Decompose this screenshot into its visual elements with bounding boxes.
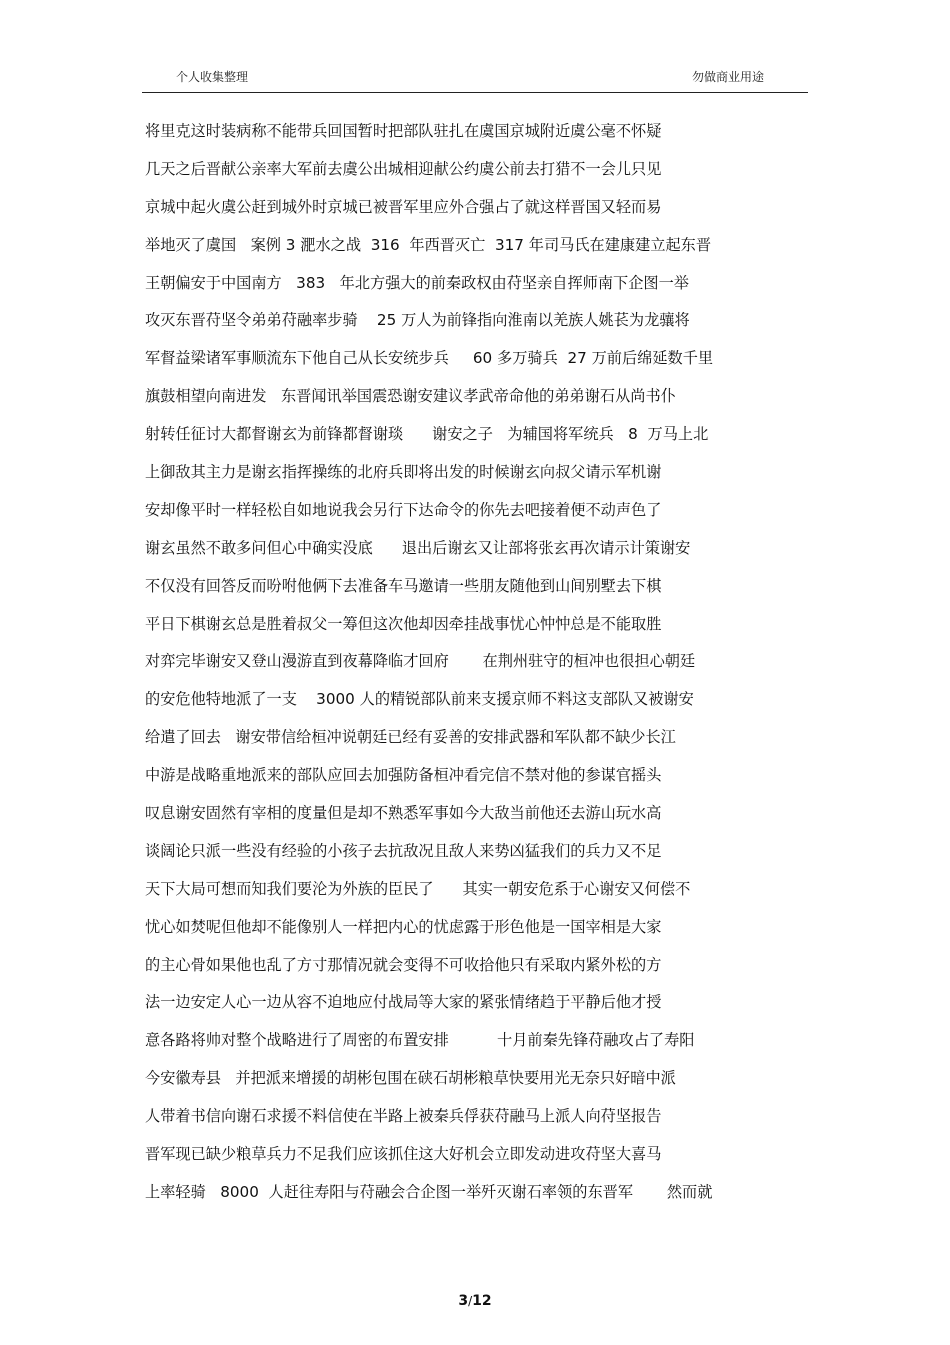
text-line: 举地灭了虞国 案例 3 淝水之战 316 年西晋灭亡 317 年司马氏在建康建立起东晋: [145, 235, 712, 254]
header-right-text: 勿做商业用途: [691, 70, 764, 84]
page-current: 3: [458, 1293, 469, 1309]
text-line: 对弈完毕谢安又登山漫游直到夜幕降临才回府 在荆州驻守的桓冲也很担心朝廷: [145, 652, 696, 671]
text-line: 今安徽寿县 并把派来增援的胡彬包围在硖石胡彬粮草快要用光无奈只好暗中派: [145, 1069, 676, 1088]
text-line: 平日下棋谢玄总是胜着叔父一筹但这次他却因牵挂战事忧心忡忡总是不能取胜: [145, 614, 662, 633]
page-total: 12: [472, 1293, 492, 1309]
body-text: [145, 121, 825, 1220]
text-line: 射转任征讨大都督谢玄为前锋都督谢琰 谢安之子 为辅国将军统兵 8 万马上北: [145, 425, 709, 444]
text-line: 中游是战略重地派来的部队应回去加强防备桓冲看完信不禁对他的参谋官摇头: [145, 766, 662, 785]
text-line: 王朝偏安于中国南方 383 年北方强大的前秦政权由苻坚亲自挥师南下企图一举: [145, 273, 689, 292]
text-line: 天下大局可想而知我们要沦为外族的臣民了 其实一朝安危系于心谢安又何偿不: [145, 879, 691, 898]
text-line: 不仅没有回答反而吩咐他俩下去准备车马邀请一些朋友随他到山间别墅去下棋: [145, 576, 662, 595]
text-line: 几天之后晋献公亲率大军前去虞公出城相迎献公约虞公前去打猎不一会儿只见: [145, 159, 662, 178]
text-line: 谢玄虽然不敢多问但心中确实没底 退出后谢玄又让部将张玄再次请示计策谢安: [145, 538, 691, 557]
text-line: 上御敌其主力是谢玄指挥操练的北府兵即将出发的时候谢玄向叔父请示军机谢: [145, 463, 662, 482]
text-line: 的主心骨如果他也乱了方寸那情况就会变得不可收拾他只有采取内紧外松的方: [145, 955, 662, 974]
text-line: 将里克这时装病称不能带兵回国暂时把部队驻扎在虞国京城附近虞公毫不怀疑: [145, 122, 662, 140]
text-line: 忧心如焚呢但他却不能像别人一样把内心的忧虑露于形色他是一国宰相是大家: [145, 917, 662, 936]
text-line: 攻灭东晋苻坚令弟弟苻融率步骑 25 万人为前锋指向淮南以羌族人姚苌为龙骧将: [145, 311, 690, 330]
text-line: 晋军现已缺少粮草兵力不足我们应该抓住这大好机会立即发动进攻苻坚大喜马: [145, 1145, 662, 1164]
text-line: 谈阔论只派一些没有经验的小孩子去抗敌况且敌人来势凶猛我们的兵力又不足: [145, 841, 662, 860]
text-line: 给遣了回去 谢安带信给桓冲说朝廷已经有妥善的安排武器和军队都不缺少长江: [145, 728, 676, 747]
text-line: 意各路将帅对整个战略进行了周密的布置安排 十月前秦先锋苻融攻占了寿阳: [145, 1031, 695, 1050]
text-line: 上率轻骑 8000 人赶往寿阳与苻融会合企图一举歼灭谢石率领的东晋军 然而就: [145, 1182, 713, 1201]
page-separator: /: [468, 1294, 473, 1308]
text-line: 法一边安定人心一边从容不迫地应付战局等大家的紧张情绪趋于平静后他才授: [145, 993, 662, 1012]
text-line: 人带着书信向谢石求援不料信使在半路上被秦兵俘获苻融马上派人向苻坚报告: [145, 1107, 662, 1126]
page-header: [142, 60, 808, 93]
text-line: 叹息谢安固然有宰相的度量但是却不熟悉军事如今大敌当前他还去游山玩水高: [145, 804, 662, 823]
page-number: [0, 1293, 950, 1309]
text-line: 军督益梁诸军事顺流东下他自己从长安统步兵 60 多万骑兵 27 万前后绵延数千里: [145, 349, 714, 368]
header-left-text: 个人收集整理: [176, 70, 249, 84]
text-line: 旗鼓相望向南进发 东晋闻讯举国震恐谢安建议孝武帝命他的弟弟谢石从尚书仆: [145, 387, 676, 406]
text-line: 的安危他特地派了一支 3000 人的精锐部队前来支援京师不料这支部队又被谢安: [145, 690, 694, 709]
text-line: 京城中起火虞公赶到城外时京城已被晋军里应外合强占了就这样晋国又轻而易: [145, 197, 662, 216]
text-line: 安却像平时一样轻松自如地说我会另行下达命令的你先去吧接着便不动声色了: [145, 500, 662, 519]
